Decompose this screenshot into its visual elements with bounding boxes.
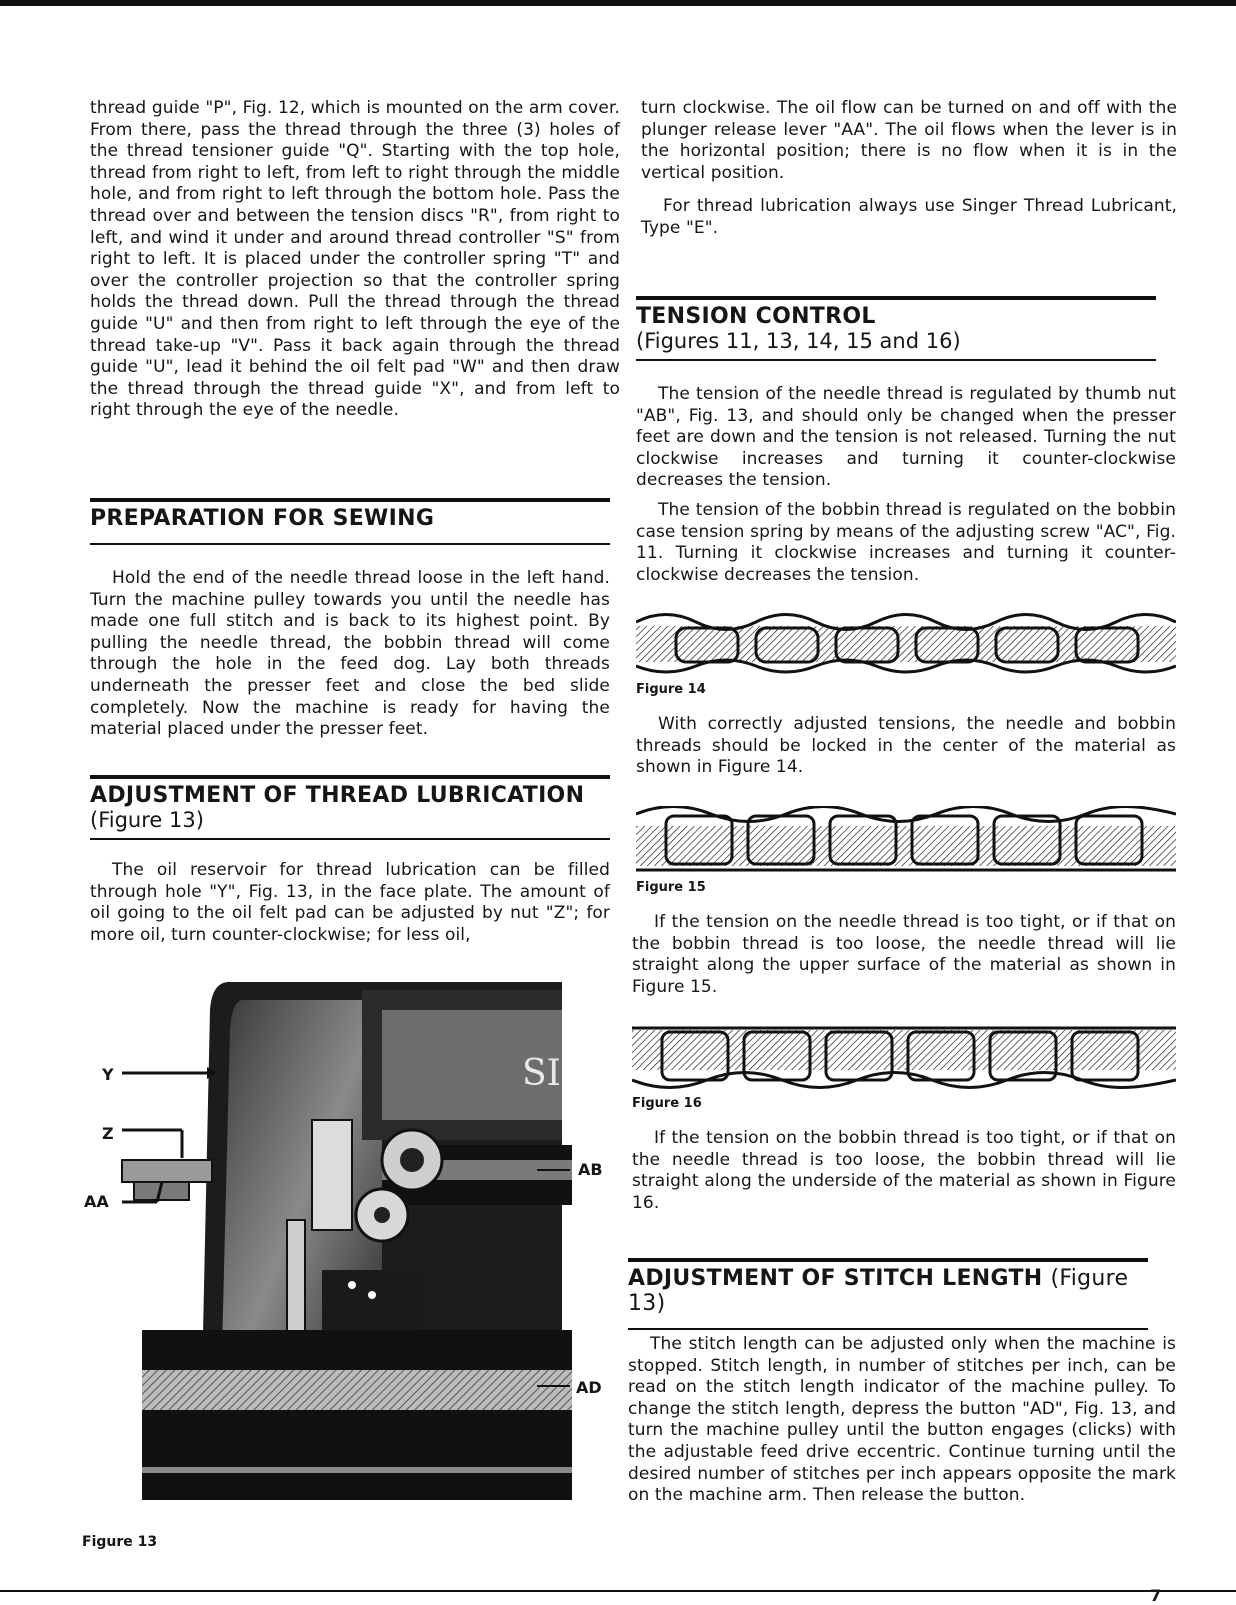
figure-16-text: If the tension on the bobbin thread is too tight, or if that on the needle thread is too loose, the bobbin thread will lie straight along the underside of the material as shown in Figure 16. [632, 1128, 1176, 1213]
lubrication-body [90, 860, 610, 946]
lubrication-paragraph: The oil reservoir for thread lubrication can be filled through hole "Y", Fig. 13, in the face plate. The amount of oil going to the oil felt pad can be adjusted by nut "Z"; for more oil, turn counter-clockwise; for less oil, [90, 860, 610, 945]
lubricant-note: For thread lubrication always use Singer Thread Lubricant, Type "E". [641, 196, 1177, 238]
figure-16-text-block [632, 1128, 1176, 1214]
threading-paragraph: thread guide "P", Fig. 12, which is mounted on the arm cover. From there, pass the thread through the three (3) holes of the thread tensioner guide "Q". Starting with the top hole, thread from right to left, from left to right through the middle hole, and from right to left through the bottom hole. Pass the thread over and between the tension discs "R", from right to left, and wind it under and around thread controller "S" from right to left. It is placed under the controller spring "T" and over the controller projection so that the controller spring holds the thread down. Pull the thread through the thread guide "U" and then from right to left through the eye of the thread take-up "V". Pass it back again through the thread guide "U", lead it behind the oil felt pad "W" and then draw the thread through the thread guide "X", and from left to right through the eye of the needle. [90, 98, 620, 421]
label-aa: AA [84, 1192, 109, 1211]
figure-16-stitch-diagram [632, 1024, 1176, 1090]
stitch-length-subtitle: (Figure 13) [628, 1266, 1129, 1316]
figure-14-caption: Figure 14 [636, 682, 706, 697]
stitch-length-title: ADJUSTMENT OF STITCH LENGTH [628, 1266, 1043, 1291]
figure-16-caption: Figure 16 [632, 1096, 702, 1111]
stitch-length-paragraph: The stitch length can be adjusted only when the machine is stopped. Stitch length, in number of stitches per inch, can be read on the stitch length indicator of the machine pulley. To change the stitch length, depress the button "AD", Fig. 13, and turn the machine pulley until the button engages (clicks) with the adjustable feed drive eccentric. Continue turning until the desired number of stitches per inch appears opposite the mark on the machine arm. Then release the button. [628, 1334, 1176, 1506]
preparation-title: PREPARATION FOR SEWING [90, 506, 435, 531]
section-rule-bottom [90, 543, 610, 545]
preparation-body [90, 568, 610, 741]
figure-15-text: If the tension on the needle thread is too tight, or if that on the bobbin thread is too loose, the needle thread will lie straight along the upper surface of the material as shown in Figure 15. [632, 912, 1176, 997]
label-ad: AD [576, 1378, 602, 1397]
figure-14-text: With correctly adjusted tensions, the needle and bobbin threads should be locked in the center of the material as shown in Figure 14. [636, 714, 1176, 778]
lubrication-subtitle: (Figure 13) [90, 808, 204, 832]
figure-13-photo [82, 970, 592, 1510]
stitch-length-body [628, 1334, 1176, 1507]
section-rule-bottom [636, 359, 1156, 361]
sewing-machine-illustration [82, 970, 592, 1510]
figure-14-stitch-diagram [636, 608, 1176, 676]
top-border-rule [0, 0, 1236, 6]
tension-section-header [636, 296, 1156, 361]
tension-paragraph-2: The tension of the bobbin thread is regulated on the bobbin case tension spring by means of the adjusting screw "AC", Fig. 11. Turning it clockwise increases and turning it counter-clockwise decreases the tension. [636, 499, 1176, 585]
brand-mark: SI [522, 1053, 561, 1094]
label-z: Z [102, 1124, 114, 1143]
preparation-paragraph: Hold the end of the needle thread loose in the left hand. Turn the machine pulley towards you until the needle has made one full stitch and is back to its highest point. By pulling the needle thread, the bobbin thread will come through the hole in the feed dog. Lay both threads underneath the presser feet and close the bed slide completely. Now the machine is ready for having the material placed under the presser feet. [90, 568, 610, 740]
figure-14-text-block [636, 714, 1176, 779]
tension-paragraph-1: The tension of the needle thread is regulated by thumb nut "AB", Fig. 13, and should only be changed when the presser feet are down and the tension is not released. Turning the nut clockwise increases and turning it counter-clockwise decreases the tension. [636, 384, 1176, 491]
section-rule-top [628, 1258, 1148, 1262]
lubrication-section-header [90, 775, 610, 840]
label-ab: AB [578, 1160, 603, 1179]
tension-body [636, 384, 1176, 586]
page-number: 7 [1150, 1586, 1162, 1605]
figure-15-caption: Figure 15 [636, 880, 706, 895]
lubrication-continued: turn clockwise. The oil flow can be turned on and off with the plunger release lever "AA". The oil flows when the lever is in the horizontal position; there is no flow when it is in the vertical position. [641, 98, 1177, 183]
figure-13-caption: Figure 13 [82, 1534, 158, 1550]
section-rule-top [90, 775, 610, 779]
left-column [90, 98, 620, 422]
label-y: Y [102, 1065, 114, 1084]
figure-15-stitch-diagram [636, 806, 1176, 874]
section-rule-top [90, 498, 610, 502]
section-rule-top [636, 296, 1156, 300]
tension-subtitle: (Figures 11, 13, 14, 15 and 16) [636, 329, 961, 353]
section-rule-bottom [628, 1328, 1148, 1330]
stitch-length-section-header [628, 1258, 1148, 1330]
section-rule-bottom [90, 838, 610, 840]
bottom-border-rule [0, 1590, 1236, 1592]
lubrication-title: ADJUSTMENT OF THREAD LUBRICATION [90, 783, 585, 808]
tension-title: TENSION CONTROL [636, 304, 876, 329]
preparation-section-header [90, 498, 610, 545]
stitch-length-heading [628, 1266, 1148, 1316]
figure-15-text-block [632, 912, 1176, 998]
right-column-top [641, 98, 1177, 240]
